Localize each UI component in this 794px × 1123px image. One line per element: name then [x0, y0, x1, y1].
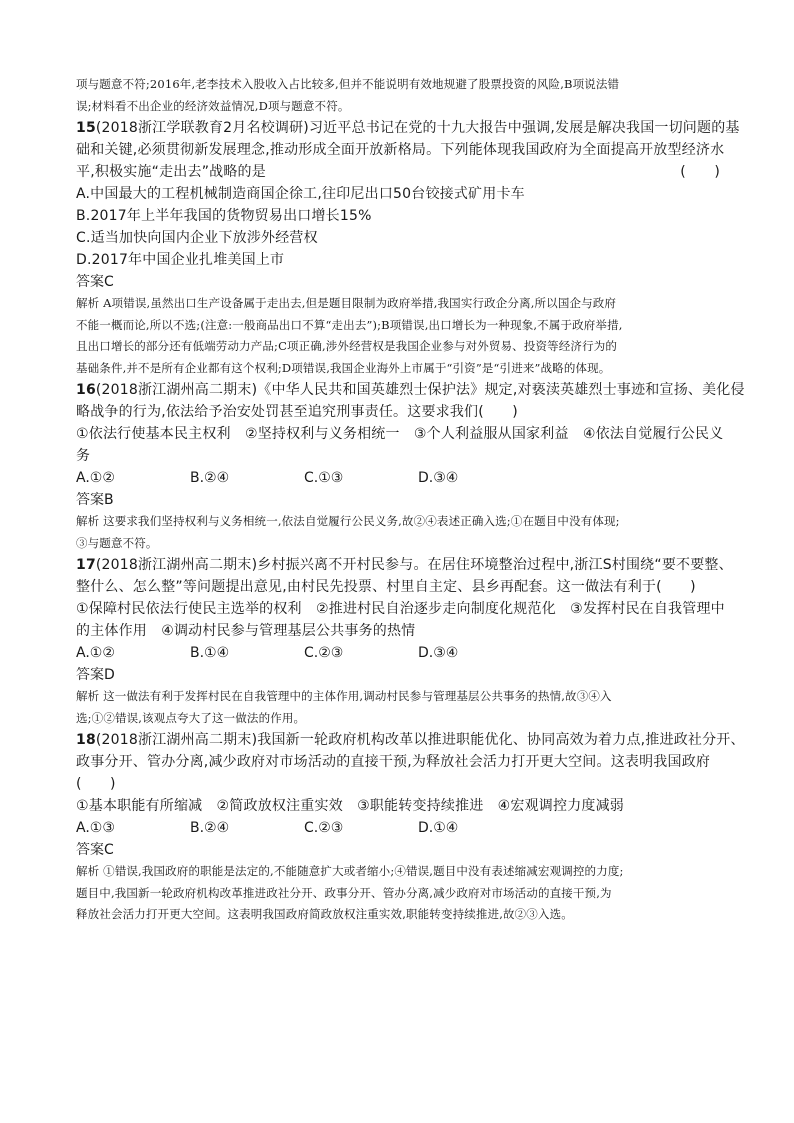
question-stem-line: 整什么、怎么整”等问题提出意见,由村民先投票、村里自主定、县乡再配套。这一做法有利于( ): [76, 579, 696, 595]
question-stem-line: 础和关键,必须贯彻新发展理念,推动形成全面开放新格局。下列能体现我国政府为全面提高开放型经济水: [76, 142, 725, 158]
option-b: B.②④: [190, 470, 230, 486]
question-stem-line: ①基本职能有所缩减 ②简政放权注重实效 ③职能转变持续推进 ④宏观调控力度减弱: [76, 798, 625, 814]
answer-label: 答案C: [76, 842, 114, 858]
question-stem-line: 政事分开、管办分离,减少政府对市场活动的直接干预,为释放社会活力打开更大空间。这表明我国政府: [76, 754, 711, 770]
explanation-line: 且出口增长的部分还有低端劳动力产品;C项正确,涉外经营权是我国企业参与对外贸易、投资等经济行为的: [76, 339, 618, 353]
explanation-line: 解析 这要求我们坚持权利与义务相统一,依法自觉履行公民义务,故②④表述正确入选;①在题目中没有体现;: [76, 514, 620, 528]
document-page: [76, 74, 745, 926]
option-row: [76, 642, 726, 664]
answer-blank: ( ): [680, 164, 720, 180]
choice-c: C.适当加快向国内企业下放涉外经营权: [76, 230, 318, 246]
question-stem-line: 略战争的行为,依法给予治安处罚甚至追究刑事责任。这要求我们( ): [76, 404, 518, 420]
option-d: D.③④: [418, 470, 459, 486]
explanation-line: 题目中,我国新一轮政府机构改革推进政社分开、政事分开、管办分离,减少政府对市场活动的直接干预,为: [76, 885, 612, 900]
question-stem-line: ①保障村民依法行使民主选举的权利 ②推进村民自治逐步走向制度化规范化 ③发挥村民在自我管理中: [76, 601, 725, 617]
option-row: [76, 817, 726, 839]
option-c: C.①③: [304, 470, 344, 486]
explanation-line: 误;材料看不出企业的经济效益情况,D项与题意不符。: [76, 98, 350, 113]
option-b: B.①④: [190, 645, 230, 661]
explanation-line: 基础条件,并不是所有企业都有这个权利;D项错误,我国企业海外上市属于“引资”是“引进来”战略的体现。: [76, 360, 611, 375]
choice-a: A.中国最大的工程机械制造商国企徐工,往印尼出口50台铰接式矿用卡车: [76, 186, 525, 202]
explanation-line: ③与题意不符。: [76, 535, 158, 550]
question-16: [76, 379, 745, 554]
question-stem-line: 务: [76, 448, 91, 464]
option-b: B.②④: [190, 820, 230, 836]
choice-d: D.2017年中国企业扎堆美国上市: [76, 252, 285, 268]
question-stem-line: 18(2018浙江湖州高二期末)我国新一轮政府机构改革以推进职能优化、协同高效为着力点,推进政社分开、: [76, 732, 745, 748]
explanation-line: 解析 ①错误,我国政府的职能是法定的,不能随意扩大或者缩小;④错误,题目中没有表述缩减宏观调控的力度;: [76, 864, 624, 878]
question-stem-line: 的主体作用 ④调动村民参与管理基层公共事务的热情: [76, 623, 416, 639]
explanation-line: 选;①②错误,该观点夸大了这一做法的作用。: [76, 710, 306, 725]
option-c: C.②③: [304, 820, 344, 836]
question-18: [76, 729, 745, 926]
question-stem-line: 平,积极实施“走出去”战略的是 ( ): [76, 161, 726, 183]
answer-label: 答案C: [76, 274, 114, 290]
question-stem-line: 17(2018浙江湖州高二期末)乡村振兴离不开村民参与。在居住环境整治过程中,浙江S村围绕“要不要整、: [76, 557, 733, 573]
question-number: 17: [76, 557, 96, 573]
explanation-line: 解析 这一做法有利于发挥村民在自我管理中的主体作用,调动村民参与管理基层公共事务的热情,故③④入: [76, 689, 612, 703]
answer-label: 答案B: [76, 492, 114, 508]
option-d: D.③④: [418, 645, 459, 661]
option-a: A.①②: [76, 470, 115, 486]
choice-b: B.2017年上半年我国的货物贸易出口增长15%: [76, 208, 372, 224]
question-stem-line: 16(2018浙江湖州高二期末)《中华人民共和国英雄烈士保护法》规定,对亵渎英雄烈士事迹和宣扬、美化侵: [76, 382, 745, 398]
question-number: 15: [76, 120, 96, 136]
question-stem-line: ①依法行使基本民主权利 ②坚持权利与义务相统一 ③个人利益服从国家利益 ④依法自觉履行公民义: [76, 426, 724, 442]
explanation-line: 不能一概而论,所以不选;(注意:一般商品出口不算“走出去”);B项错误,出口增长为一种现象,不属于政府举措,: [76, 317, 623, 332]
question-stem-line: ( ): [76, 776, 116, 792]
question-17: [76, 554, 733, 729]
option-row: [76, 467, 726, 489]
answer-label: 答案D: [76, 667, 115, 683]
option-d: D.①④: [418, 820, 459, 836]
question-stem-line: 15(2018浙江学联教育2月名校调研)习近平总书记在党的十九大报告中强调,发展是解决我国一切问题的基: [76, 120, 740, 136]
question-number: 18: [76, 732, 96, 748]
question-15: [76, 117, 740, 379]
option-a: A.①③: [76, 820, 115, 836]
question-number: 16: [76, 382, 96, 398]
option-a: A.①②: [76, 645, 115, 661]
explanation-line: 项与题意不符;2016年,老李技术入股收入占比较多,但并不能说明有效地规避了股票投资的风险,B项说法错: [76, 77, 620, 91]
explanation-line: 释放社会活力打开更大空间。这表明我国政府简政放权注重实效,职能转变持续推进,故②③入选。: [76, 907, 573, 921]
explanation-line: 解析 A项错误,虽然出口生产设备属于走出去,但是题目限制为政府举措,我国实行政企分离,所以国企与政府: [76, 296, 617, 310]
option-c: C.②③: [304, 645, 344, 661]
